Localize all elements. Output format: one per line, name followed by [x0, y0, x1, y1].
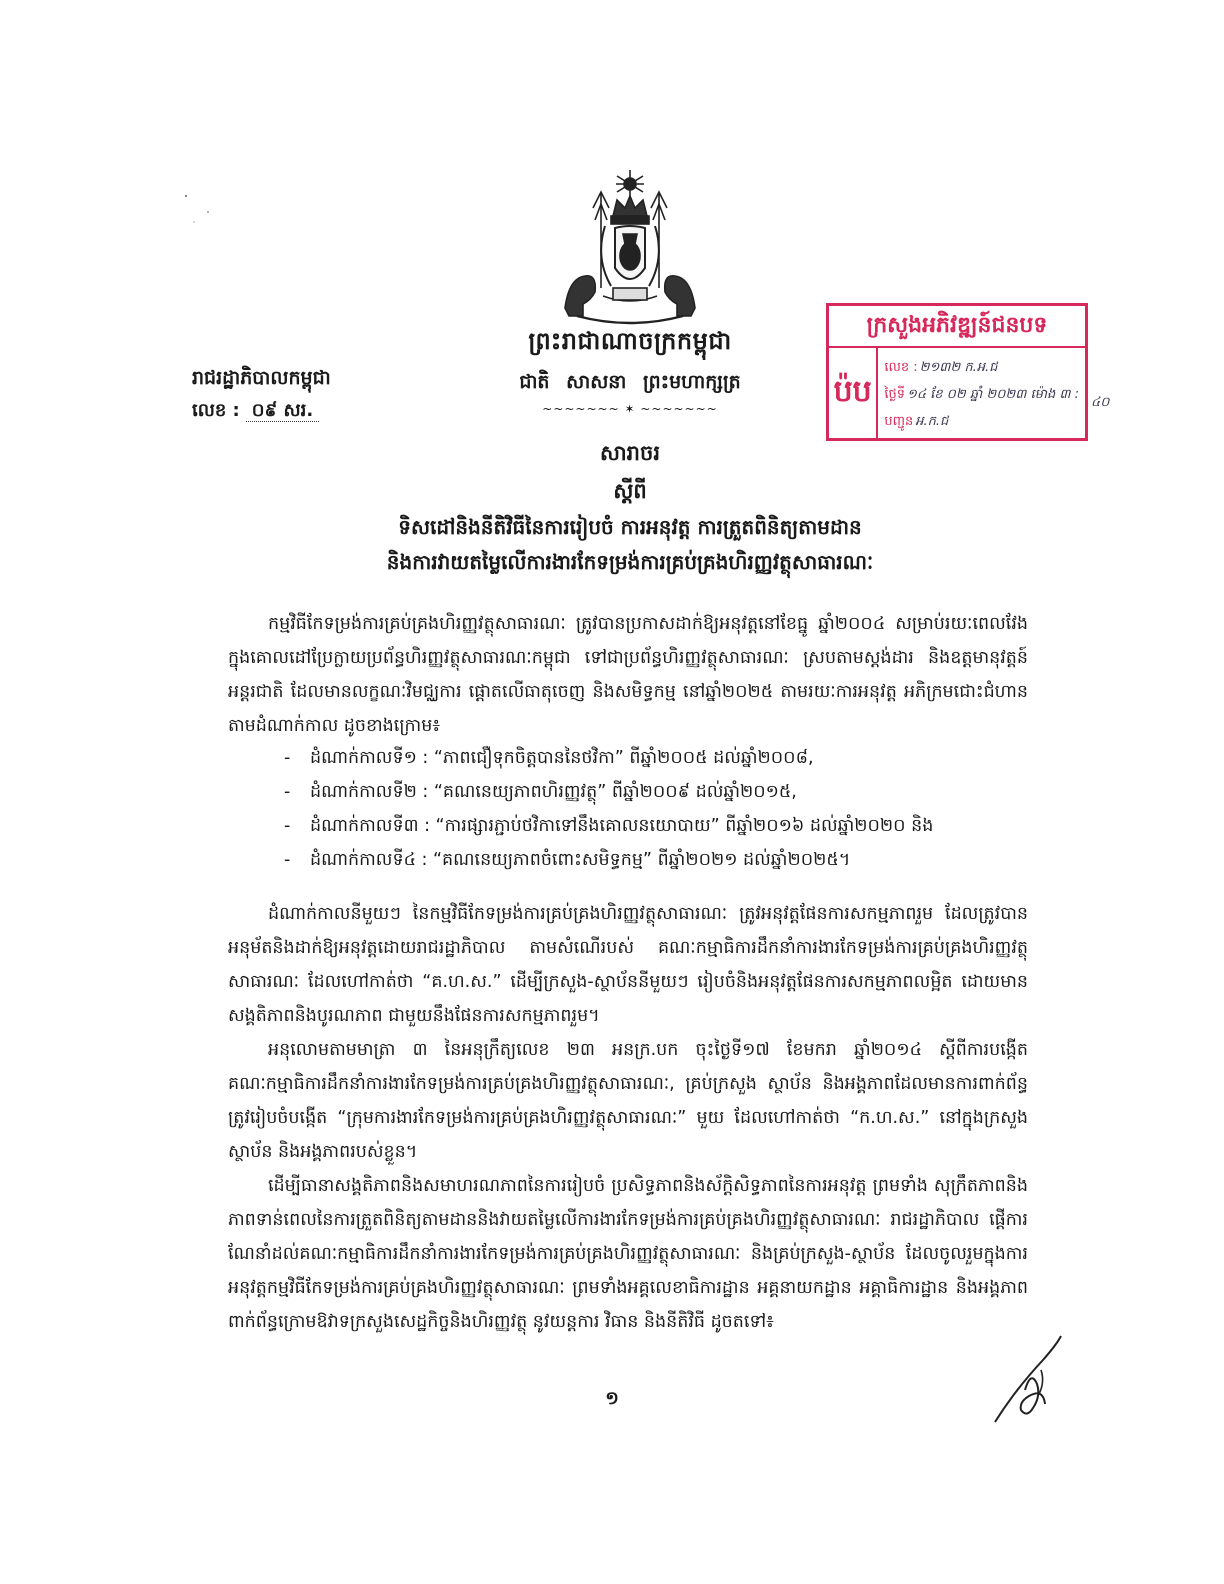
paragraph-4: [228, 1169, 1028, 1339]
document-about: ស្តីពី: [613, 479, 647, 503]
document-type: សារាចរ: [600, 441, 660, 465]
paragraph-3: [228, 1033, 1028, 1169]
stamp-mark: ប៉ប: [829, 348, 878, 440]
paragraph-1: [228, 607, 1028, 743]
phase-item: [284, 741, 1024, 775]
reference-number-label: លេខ :: [192, 400, 240, 421]
paragraph-3-text: អនុលោមតាមមាត្រា ៣ នៃអនុក្រឹត្យលេខ ២៣ អនក្រ.បក ចុះថ្ងៃទី១៧ ខែមករា ឆ្នាំ២០១៤ ស្តីពីការបង្កើតគណៈកម្មាធិការដឹកនាំការងារកែទម្រង់ការគ្រប់គ្រងហិរញ្ញវត្ថុសាធារណៈ, គ្រប់ក្រសួង ស្ថាប័ន និងអង្គភាពដែលមានការពាក់ព័ន្ធ ត្រូវរៀបចំបង្កើត “ក្រុមការងារកែទម្រង់ការគ្រប់គ្រងហិរញ្ញវត្ថុសាធារណៈ” មួយ ដែលហៅកាត់ថា “ក.ហ.ស.” នៅក្នុងក្រសួង ស្ថាប័ន និងអង្គភាពរបស់ខ្លួន។: [228, 1040, 1028, 1162]
paragraph-4-text: ដើម្បីធានាសង្គតិភាពនិងសមាហរណភាពនៃការរៀបចំ ប្រសិទ្ធភាពនិងស័ក្តិសិទ្ធភាពនៃការអនុវត្ត ព្រមទាំង សុក្រឹតភាពនិងភាពទាន់ពេលនៃការត្រួតពិនិត្យតាមដាននិងវាយតម្លៃលើការងារកែទម្រង់ការគ្រប់គ្រងហិរញ្ញវត្ថុសាធារណៈ រាជរដ្ឋាភិបាល ផ្តើការណែនាំដល់គណៈកម្មាធិការដឹកនាំការងារកែទម្រង់ការគ្រប់គ្រងហិរញ្ញវត្ថុសាធារណៈ និងគ្រប់ក្រសួង-ស្ថាប័ន ដែលចូលរួមក្នុងការអនុវត្តកម្មវិធីកែទម្រង់ការគ្រប់គ្រងហិរញ្ញវត្ថុសាធារណៈ ព្រមទាំងអគ្គលេខាធិការដ្ឋាន អគ្គនាយកដ្ឋាន អគ្គាធិការដ្ឋាន និងអង្គភាពពាក់ព័ន្ធក្រោមឱវាទក្រសួងសេដ្ឋកិច្ចនិងហិរញ្ញវត្ថុ នូវយន្តការ វិធាន និងនីតិវិធី ដូចតទៅ៖: [228, 1176, 1028, 1332]
phase-2-text: ដំណាក់កាលទី២ : “គណនេយ្យភាពហិរញ្ញវត្ថុ” ពីឆ្នាំ២០០៩ ដល់ឆ្នាំ២០១៥,: [310, 782, 797, 802]
stamp-row-forward: [884, 408, 1079, 435]
document-title-line-2: និងការវាយតម្លៃលើការងារកែទម្រង់ការគ្រប់គ្រងហិរញ្ញវត្ថុសាធារណៈ: [386, 550, 874, 574]
list-dash: -: [284, 816, 291, 836]
ornament-divider: ~~~~~~~ ✶ ~~~~~~~: [542, 402, 718, 416]
phase-1-text: ដំណាក់កាលទី១ : “ភាពជឿទុកចិត្តបាននៃថវិកា” ពីឆ្នាំ២០០៥ ដល់ឆ្នាំ២០០៨,: [310, 748, 814, 768]
page-number: ១: [605, 1388, 619, 1409]
stamp-date-label: ថ្ងៃទី: [884, 387, 905, 402]
document-title-line-1: ទិសដៅនិងនីតិវិធីនៃការរៀបចំ ការអនុវត្ត ការត្រួតពិនិត្យតាមដាន: [398, 515, 862, 539]
received-stamp: [826, 303, 1110, 441]
phase-item: [284, 809, 1024, 843]
stamp-extra-note: ៤០: [1091, 395, 1110, 410]
reference-number: [192, 398, 319, 425]
stamp-forward-label: បញ្ជូន: [884, 414, 914, 429]
phase-list: [284, 741, 1024, 877]
stamp-number-label: លេខ :: [884, 360, 918, 375]
reference-number-value: ០៩ សរ.: [246, 400, 319, 422]
national-motto: ជាតិ សាសនា ព្រះមហាក្សត្រ: [519, 371, 741, 393]
coat-of-arms-emblem: [555, 168, 705, 328]
phase-item: [284, 775, 1024, 809]
signature-initial: [985, 1330, 1095, 1430]
list-dash: -: [284, 782, 291, 802]
stamp-row-number: [884, 354, 1079, 381]
list-dash: -: [284, 748, 291, 768]
stamp-date-value: ១៤ ខែ ០២ ឆ្នាំ ២០២៣ ម៉ោង ៣ :: [906, 387, 1079, 402]
paragraph-2: [228, 897, 1028, 1033]
phase-4-text: ដំណាក់កាលទី៤ : “គណនេយ្យភាពចំពោះសមិទ្ធកម្ម” ពីឆ្នាំ២០២១ ដល់ឆ្នាំ២០២៥។: [310, 850, 851, 870]
paragraph-1-text: កម្មវិធីកែទម្រង់ការគ្រប់គ្រងហិរញ្ញវត្ថុសាធារណៈ ត្រូវបានប្រកាសដាក់ឱ្យអនុវត្តនៅខែធ្នូ ឆ្នាំ២០០៤ សម្រាប់រយៈពេលវែង ក្នុងគោលដៅប្រែក្លាយប្រព័ន្ធហិរញ្ញវត្ថុសាធារណៈកម្ពុជា ទៅជាប្រព័ន្ធហិរញ្ញវត្ថុសាធារណៈ ស្របតាមស្តង់ដារ និងឧត្តមានុវត្តន៍អន្តរជាតិ ដែលមានលក្ខណៈវិមជ្ឈការ ផ្តោតលើធាតុចេញ និងសមិទ្ធកម្ម នៅឆ្នាំ២០២៥ តាមរយៈការអនុវត្ត អភិក្រមជោះជំហាន តាមដំណាក់កាល ដូចខាងក្រោម៖: [228, 614, 1028, 736]
paragraph-2-text: ដំណាក់កាលនីមួយៗ នៃកម្មវិធីកែទម្រង់ការគ្រប់គ្រងហិរញ្ញវត្ថុសាធារណៈ ត្រូវអនុវត្តផែនការសកម្មភាពរួម ដែលត្រូវបានអនុម័តនិងដាក់ឱ្យអនុវត្តដោយរាជរដ្ឋាភិបាល តាមសំណើរបស់ គណៈកម្មាធិការដឹកនាំការងារកែទម្រង់ការគ្រប់គ្រងហិរញ្ញវត្ថុសាធារណៈ ដែលហៅកាត់ថា “គ.ហ.ស.” ដើម្បីក្រសួង-ស្ថាប័ននីមួយៗ រៀបចំនិងអនុវត្តផែនការសកម្មភាពលម្អិត ដោយមានសង្គតិភាពនិងបូរណភាព ជាមួយនឹងផែនការសកម្មភាពរួម។: [228, 904, 1028, 1026]
stamp-number-value: ២១៣២ ក.អ.ជ: [919, 360, 998, 375]
government-name: រាជរដ្ឋាភិបាលកម្ពុជា: [192, 367, 331, 389]
scan-specks: [180, 190, 220, 230]
phase-item: [284, 843, 1024, 877]
stamp-forward-value: អ.ក.ជ: [915, 414, 949, 429]
phase-3-text: ដំណាក់កាលទី៣ : “ការផ្សារភ្ជាប់ថវិកាទៅនឹងគោលនយោបាយ” ពីឆ្នាំ២០១៦ ដល់ឆ្នាំ២០២០ និង: [310, 816, 934, 836]
list-dash: -: [284, 850, 291, 870]
stamp-title: ក្រសួងអភិវឌ្ឍន៍ជនបទ: [829, 306, 1085, 348]
stamp-row-date: [884, 381, 1079, 408]
kingdom-title: ព្រះរាជាណាចក្រកម្ពុជា: [528, 327, 732, 355]
